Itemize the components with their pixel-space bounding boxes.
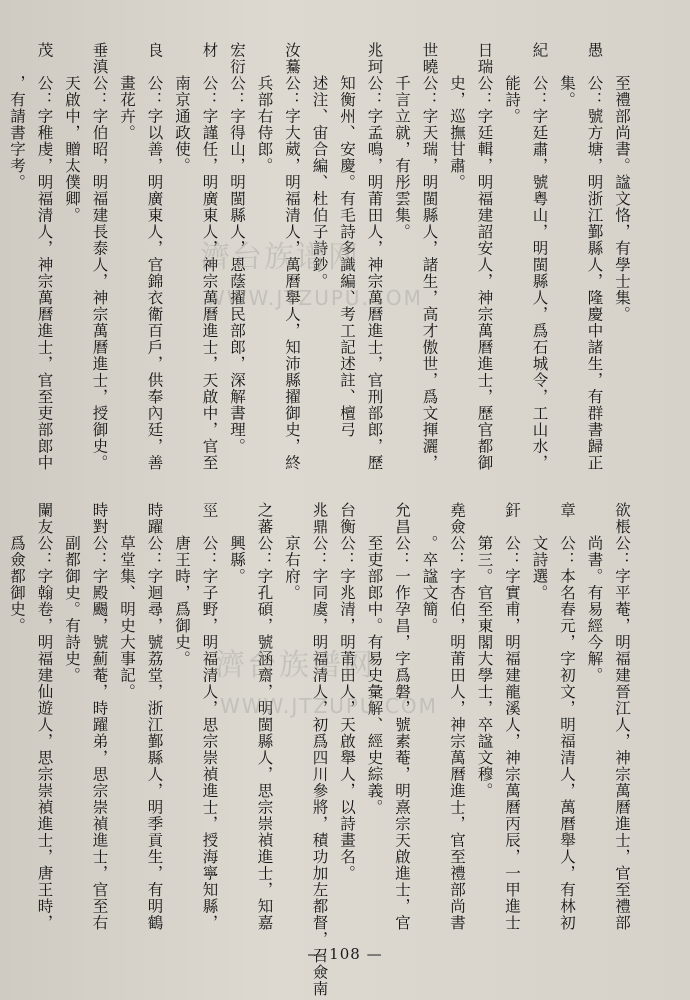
text-column: 日瑞公：字廷輯，明福建詔安人，神宗萬曆進士，歷官都御 xyxy=(475,42,494,471)
text-column: 述注、宙合編、杜伯子詩鈔。 xyxy=(310,74,329,290)
text-column: 至吏部郎中。有易史彙解、經史綜義。 xyxy=(365,534,384,816)
text-column: 第三。官至東閣大學士，卒諡文穆。 xyxy=(475,534,494,799)
upper-text-block xyxy=(0,42,635,472)
text-column: 紀 公：字廷肅，號粤山，明閩縣人，爲石城令，工山水， xyxy=(530,42,549,471)
text-column: 京右府。 xyxy=(283,534,301,601)
text-column: 兆珂公：字孟鳴，明莆田人，神宗萬曆進士，官刑部郎，歷 xyxy=(365,42,384,471)
text-column: 畫花卉。 xyxy=(118,74,136,141)
text-column: 之蕃公：字孔碩，號涵齋，明閩縣人，思宗崇禎進士，知嘉 xyxy=(255,502,274,931)
text-column: 史，巡撫甘肅。 xyxy=(448,74,466,191)
text-column xyxy=(0,502,3,942)
text-column: 汝驀公：字大葳，明福清人，萬曆舉人，知沛縣擢御史，終 xyxy=(283,42,301,471)
text-column: 副都御史。有詩史。 xyxy=(63,534,81,684)
text-column: 尚書。有易經今解。 xyxy=(585,534,604,684)
text-column: 唐王時，爲御史。 xyxy=(173,534,191,667)
text-column: 闌友公：字翰卷，明福建仙遊人，思宗崇禎進士，唐王時， xyxy=(35,502,54,931)
watermark-url: WWW.JTZUPU.COM xyxy=(205,286,423,310)
text-column: 垂滇公：字伯昭，明福建長泰人，神宗萬曆進士，授御史。 xyxy=(90,42,109,471)
text-column: 能詩。 xyxy=(503,74,521,125)
watermark-text: 濟台族谱网 xyxy=(215,648,375,683)
text-column: 知衡州、安慶。有毛詩多識編、考工記述註、檀弓 xyxy=(338,74,356,438)
watermark-text: 濟台族谱网 xyxy=(200,240,360,275)
text-column: 釬 公：字實甫，明福建龍溪人，神宗萬曆丙辰，一甲進士 xyxy=(503,502,521,931)
text-column: 南京通政使。 xyxy=(173,74,191,174)
text-column: 草堂集、明史大事記。 xyxy=(118,534,136,700)
text-column: 堯僉公：字杏伯，明莆田人，神宗萬曆進士，官至禮部尚書 xyxy=(448,502,466,931)
text-column: 材 公：字謹任，明廣東人，神宗萬曆進士，天啟中，官至 xyxy=(200,42,219,471)
text-column: 兵部右侍郎。 xyxy=(255,74,274,174)
text-column: 兆鼎公：字同虞，明福清人，初爲四川參將，積功加左都督，召僉南 xyxy=(310,502,329,997)
text-column: 。卒諡文簡。 xyxy=(420,534,439,634)
text-column: ，有請書字考。 xyxy=(8,74,26,191)
text-column: 時躍公：字迴尋，號荔堂，浙江鄞縣人，明季貢生，有明鶴 xyxy=(145,502,164,931)
text-column: 允昌公：一作孕昌，字爲磐，號素菴，明熹宗天啟進士，官 xyxy=(393,502,411,931)
text-column: 興縣。 xyxy=(228,534,246,585)
text-column: 欲棖公：字平菴，明福建晉江人，神宗萬曆進士，官至禮部 xyxy=(613,502,631,931)
text-column: 宏衍公：字得山，明閩縣人，恩蔭擢民部郎，深解書理。 xyxy=(228,42,246,455)
text-column: 時對公：字殿颺，號薊菴，時躍弟，思宗崇禎進士，官至右 xyxy=(90,502,109,931)
text-column: 至禮部尚書。諡文恪，有學士集。 xyxy=(613,74,631,323)
text-column: 世曉公：字天瑞，明閩縣人，諸生，高才傲世，爲文揮灑， xyxy=(420,42,439,471)
text-column: 愚 公：號方塘，明浙江鄞縣人，隆慶中諸生，有群書歸正 xyxy=(585,42,604,471)
watermark-url: WWW.JTZUPU.COM xyxy=(220,694,438,718)
text-column: 茂 公：字稚虔，明福清人，神宗萬曆進士，官至吏部郎中 xyxy=(35,42,54,471)
text-column: 集。 xyxy=(558,74,576,108)
text-column: 千言立就，有彤雲集。 xyxy=(393,74,411,240)
text-column: 章 公：本名春元，字初文，明福清人，萬曆舉人，有林初 xyxy=(558,502,576,931)
text-column: 文詩選。 xyxy=(530,534,549,601)
text-column: 爲僉都御史。 xyxy=(8,534,26,634)
text-column: 良 公：字以善，明廣東人，官錦衣衛百戶，供奉內廷，善 xyxy=(145,42,164,471)
text-column: 台衡公：字兆清，明莆田人，天啟舉人，以詩畫名。 xyxy=(338,502,356,882)
text-column xyxy=(0,42,3,472)
page-number: — 108 — xyxy=(307,945,383,963)
text-column: 天啟中，贈太僕卿。 xyxy=(63,74,81,224)
text-column: 巠 公：字子野，明福清人，思宗崇禎進士，授海寧知縣， xyxy=(200,502,219,931)
